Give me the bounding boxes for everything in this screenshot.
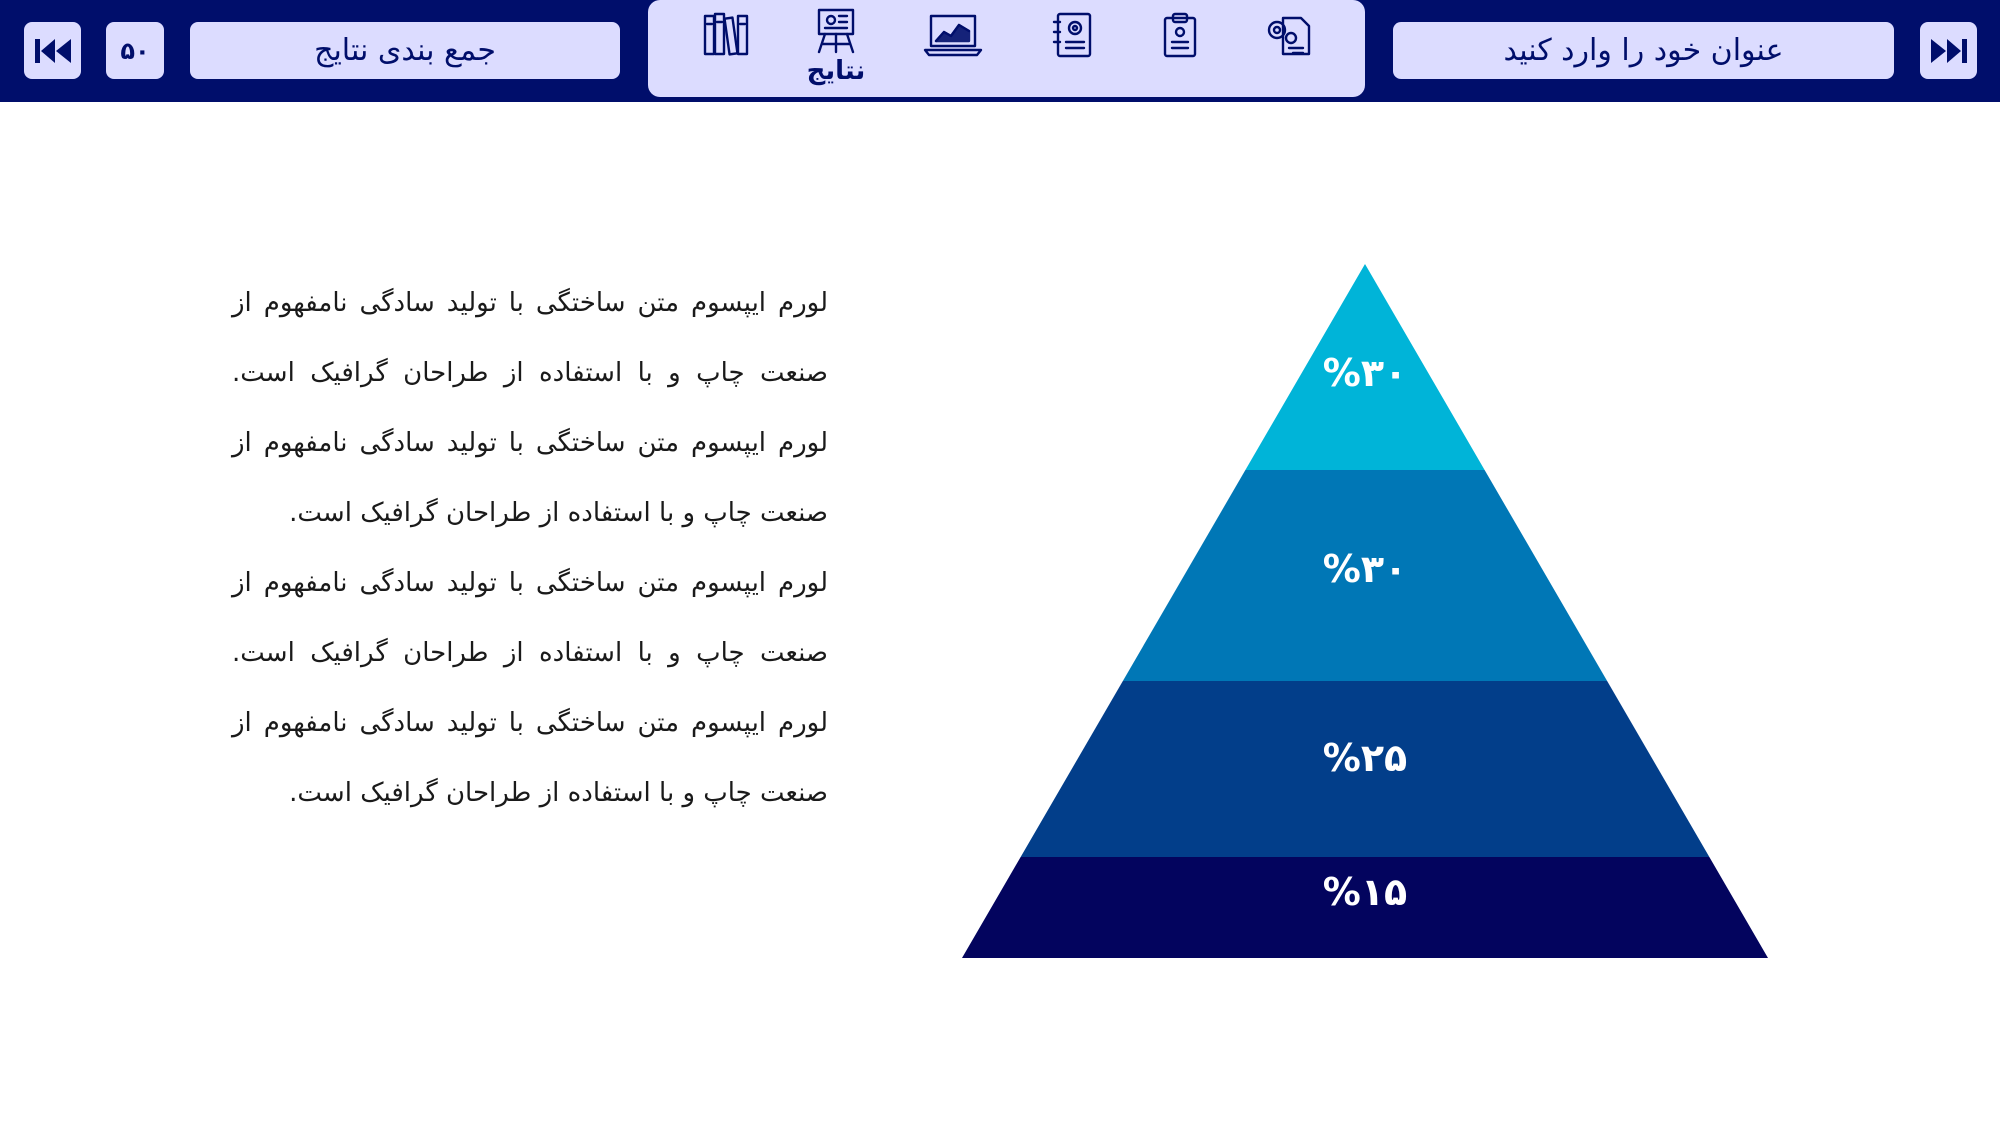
- toolbar-item-results[interactable]: [791, 6, 881, 86]
- pyramid-label-1: %۳۰: [1322, 351, 1408, 395]
- toolbar-item-library[interactable]: [681, 10, 771, 90]
- body-text: [232, 268, 828, 828]
- skip-back-icon: [33, 36, 73, 66]
- toolbar-item-laptop[interactable]: [908, 10, 998, 90]
- toolbar-panel: [648, 0, 1365, 97]
- body-paragraph-2: لورم ایپسوم متن ساختگی با تولید سادگی نامفهوم از صنعت چاپ و با استفاده از طراحان گرافیک است. لورم ایپسوم متن ساختگی با تولید سادگی نامفهوم از صنعت چاپ و با استفاده از طراحان گرافیک است.: [232, 568, 828, 808]
- pyramid-label-4: %۱۵: [1322, 870, 1408, 914]
- toolbar-item-gears[interactable]: [1243, 10, 1333, 90]
- body-paragraph-1: لورم ایپسوم متن ساختگی با تولید سادگی نامفهوم از صنعت چاپ و با استفاده از طراحان گرافیک است. لورم ایپسوم متن ساختگی با تولید سادگی نامفهوم از صنعت چاپ و با استفاده از طراحان گرافیک است.: [232, 288, 828, 528]
- slide-title-pill[interactable]: [1393, 22, 1894, 79]
- page-number: ۵۰: [106, 22, 164, 79]
- slide-title: عنوان خود را وارد کنید: [1503, 33, 1784, 68]
- pyramid-label-2: %۳۰: [1322, 547, 1408, 591]
- toolbar-item-notebook[interactable]: [1028, 10, 1118, 90]
- gears-document-icon: [1263, 10, 1313, 60]
- pyramid-chart: [960, 260, 1770, 960]
- toolbar-item-label: نتایج: [806, 56, 866, 86]
- settings-notebook-icon: [1048, 10, 1098, 60]
- presentation-board-icon: [811, 6, 861, 56]
- laptop-chart-icon: [923, 10, 983, 60]
- library-books-icon: [701, 10, 751, 60]
- clipboard-icon: [1155, 10, 1205, 60]
- toolbar-item-clipboard[interactable]: [1135, 10, 1225, 90]
- section-title: جمع بندی نتایج: [314, 33, 496, 68]
- pyramid-label-3: %۲۵: [1322, 736, 1408, 780]
- previous-slide-button[interactable]: [24, 22, 81, 79]
- skip-forward-icon: [1929, 36, 1969, 66]
- section-title-pill[interactable]: [190, 22, 620, 79]
- next-slide-button[interactable]: [1920, 22, 1977, 79]
